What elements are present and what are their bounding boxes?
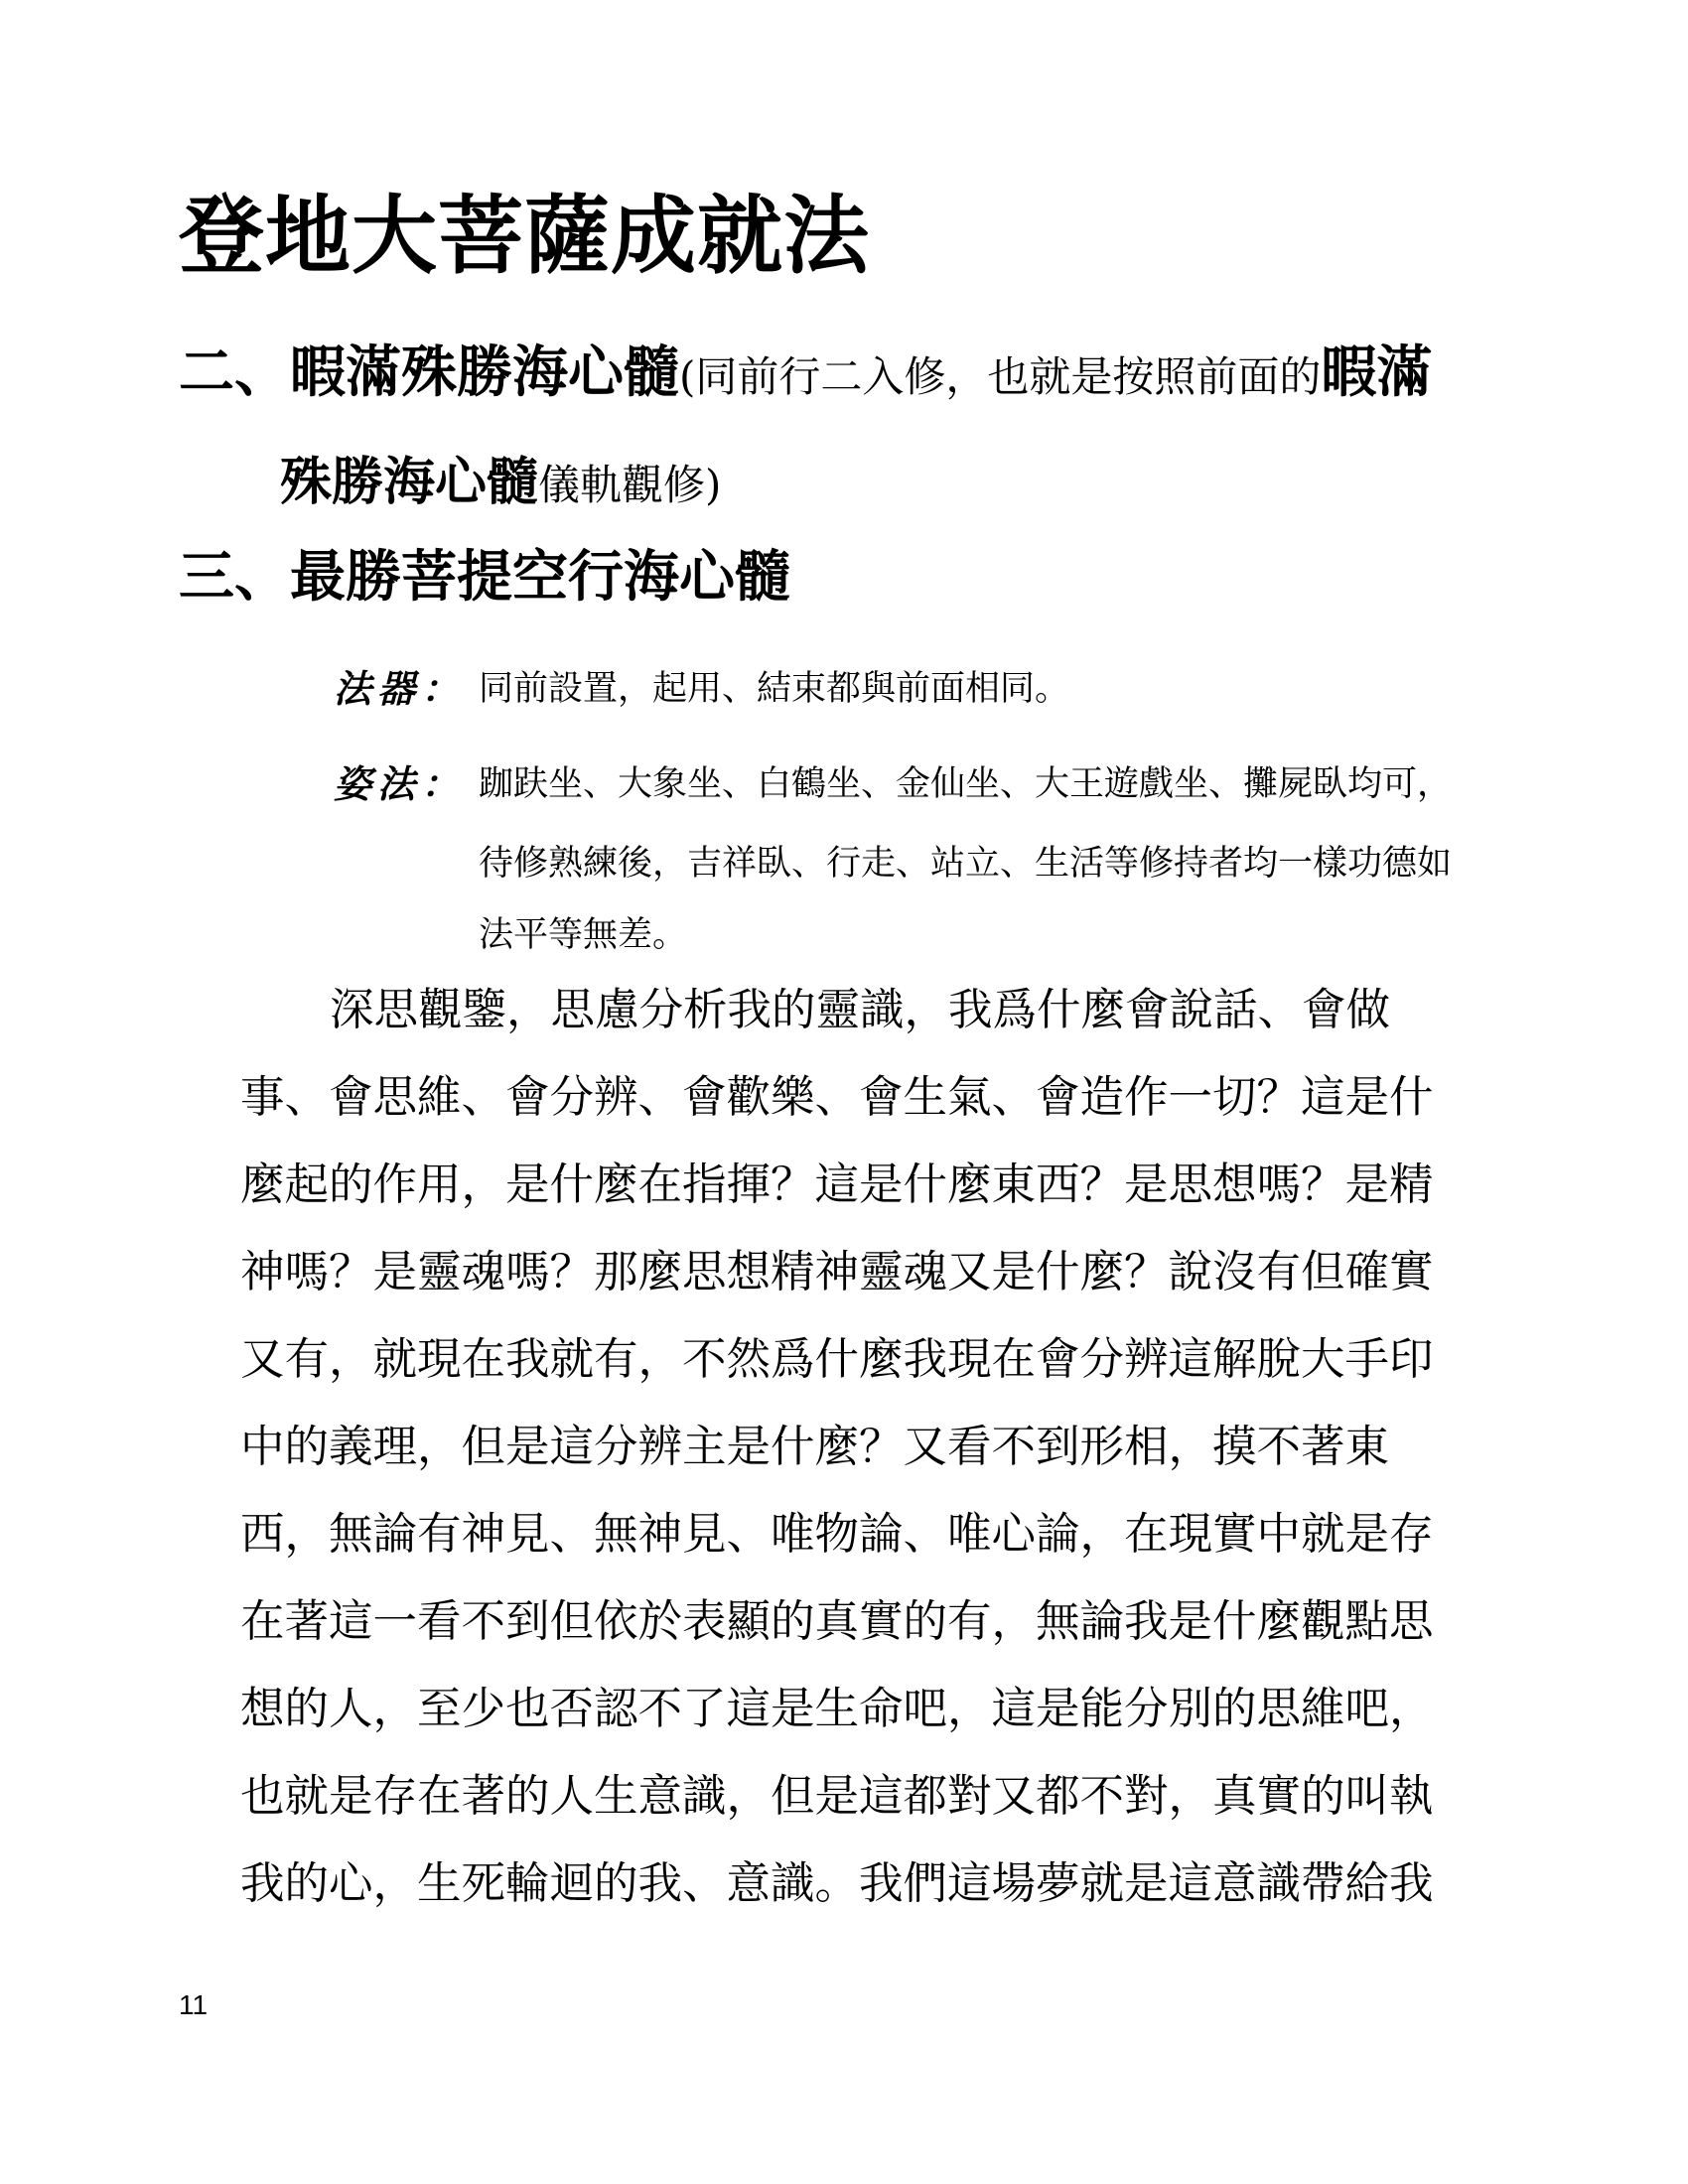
paragraph-line: 麼起的作用，是什麼在指揮？這是什麼東西？是思想嗎？是精	[240, 1160, 1434, 1210]
page-title: 登地大菩薩成就法	[179, 187, 870, 286]
section-2-bold-ref-2: 殊勝海心髓	[280, 453, 539, 512]
paragraph-line: 神嗎？是靈魂嗎？那麼思想精神靈魂又是什麼？說沒有但確實	[240, 1247, 1434, 1297]
paragraph-line: 想的人，至少也否認不了這是生命吧，這是能分別的思維吧，	[240, 1684, 1434, 1734]
section-2-heading-line	[179, 334, 1432, 417]
section-2-heading: 二、暇滿殊勝海心髓	[179, 341, 679, 405]
paragraph-line: 我的心，生死輪迴的我、意識。我們這場夢就是這意識帶給我	[240, 1858, 1434, 1909]
page-number: 11	[179, 1989, 209, 2020]
paragraph-line: 又有，就現在我就有，不然爲什麼我現在會分辨這解脫大手印	[240, 1334, 1434, 1385]
paragraph-line: 深思觀鑒，思慮分析我的靈識，我爲什麼會說話、會做	[330, 985, 1391, 1035]
item-label: 法器：	[334, 667, 466, 711]
item-zi-fa	[334, 754, 1452, 814]
section-2-heading-continuation	[280, 443, 721, 525]
paragraph-line: 也就是存在著的人生意識，但是這都對又都不對，真實的叫執	[240, 1771, 1434, 1822]
item-fa-qi	[334, 659, 1069, 719]
item-text: 同前設置，起用、結束都與前面相同。	[479, 669, 1070, 709]
item-label: 姿法：	[334, 762, 466, 806]
paragraph-line: 中的義理，但是這分辨主是什麼？又看不到形相，摸不著東	[240, 1422, 1390, 1472]
item-text-continuation: 法平等無差。	[479, 915, 688, 955]
item-text: 跏趺坐、大象坐、白鶴坐、金仙坐、大王遊戲坐、攤屍臥均可，	[479, 764, 1453, 804]
section-3-heading: 三、最勝菩提空行海心髓	[179, 545, 790, 610]
paragraph-line: 西，無論有神見、無神見、唯物論、唯心論，在現實中就是存	[240, 1509, 1434, 1560]
section-2-bold-ref-1: 暇滿	[1321, 341, 1433, 405]
section-2-note-open: (同前行二入修，也就是按照前面的	[679, 352, 1322, 401]
paragraph-line: 在著這一看不到但依於表顯的真實的有，無論我是什麼觀點思	[240, 1596, 1434, 1647]
item-text-continuation: 待修熟練後，吉祥臥、行走、站立、生活等修持者均一樣功德如	[479, 844, 1453, 884]
section-3-heading-line	[179, 538, 790, 617]
section-2-note-close: 儀軌觀修)	[538, 461, 722, 509]
paragraph-line: 事、會思維、會分辨、會歡樂、會生氣、會造作一切？這是什	[240, 1072, 1434, 1123]
